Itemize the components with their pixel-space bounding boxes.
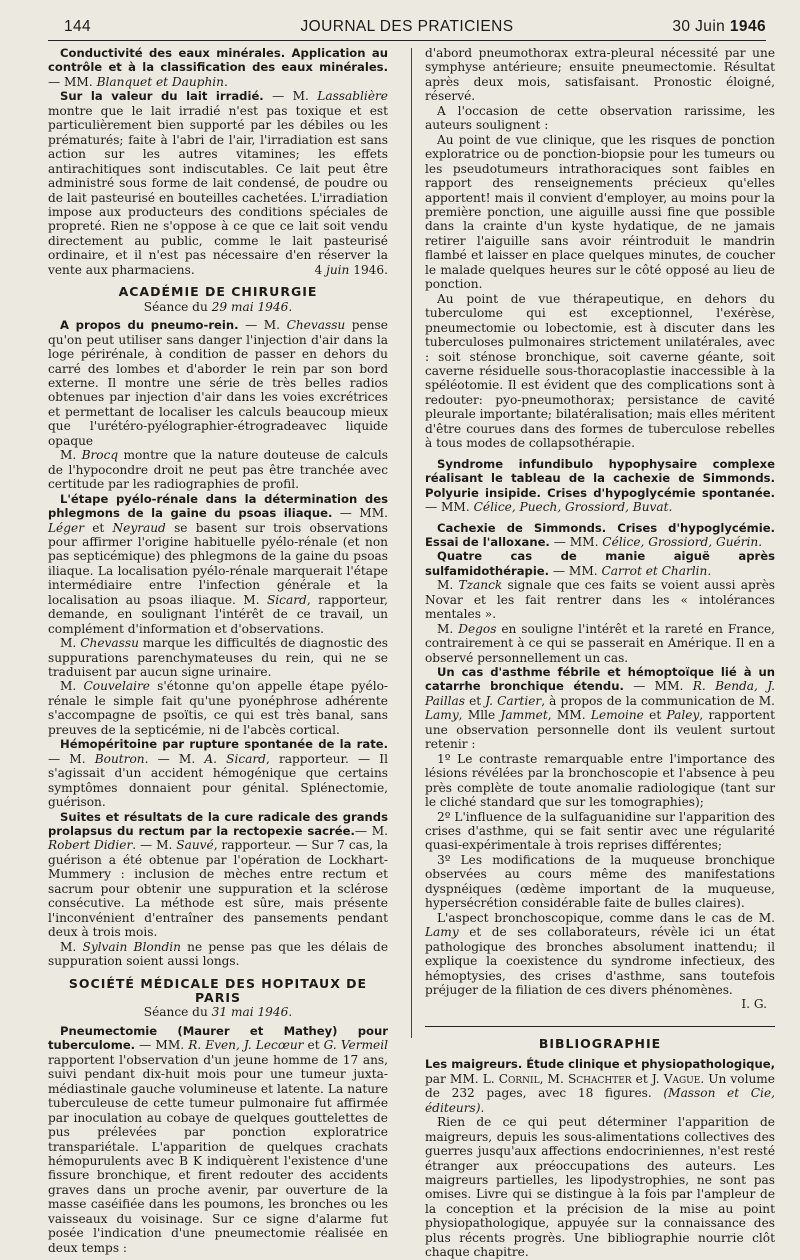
article-pneumo-rein: A propos du pneumo-rein. — M. Chevassu pense qu'on peut utiliser sans danger l'injection d'air dans la loge périrénale, à condition de passer en dehors du carré des lombes et d'aborder le rein par son bord externe. Il montre une série de très belles radios obtenues par injection d'air dans les voies excrétrices et permettant de localiser les calculs beaucoup mieux que l'urétéro-pyélographier-étrogradeavec liquide opaque — [48, 318, 388, 448]
issue-date: 30 Juin 1946 — [672, 18, 766, 35]
paragraph: M. Brocq montre que la nature douteuse de calculs de l'hypocondre droit ne peut pas être tranchée avec certitude par les radiographies de profil. — [48, 448, 388, 492]
journal-title: JOURNAL DES PRATICIENS — [300, 18, 514, 35]
paragraph: Au point de vue clinique, que les risques de ponction exploratrice ou de ponction-biopsie pour les tumeurs ou les pseudotumeurs intrathoraciques sont faibles en rapport des renseignements précieux qu'elles apportent! mais il convient d'employer, au moins pour la première ponction, une aiguille aussi fine que possible dans la crainte d'un kyste hydatique, de ne jamais retirer l'aiguille sans avoir réintroduit le mandrin flambé et laisser en place quelques minutes, de coucher le malade quelques heures sur le côté opposé au lieu de ponction. — [425, 132, 775, 292]
page-header — [48, 14, 766, 42]
article-hemoperitoine: Hémopéritoine par rupture spontanée de la rate. — M. Boutron. — M. A. Sicard, rapporteur. — Il s'agissait d'un accident hémogénique que certains symptômes donnaient pour génital. Splénectomie, guérison. — [48, 737, 388, 810]
article-simmonds-syndrome: Syndrome infundibulo hypophysaire complexe réalisant le tableau de la cachexie de Simmonds. Polyurie insipide. Crises d'hypoglycémie spontanée. — MM. Célice, Puech, Grossiord, Buvat. — [425, 456, 775, 515]
paragraph: Au point de vue thérapeutique, en dehors du tuberculome qui est exceptionnel, l'exérèse, pneumectomie ou lobectomie, est à discuter dans les tuberculoses pulmonaires strictement unilatérales, avec : soit sténose bronchique, soit caverne géante, soit caverne résiduelle sous-thoracoplastie inaccessible à la spéléotomie. Il est évident que des complications sont à redouter: pyo-pneumothorax; persistance de cavité pleurale importante; bilatéralisation; mais elles méritent d'être courues dans des formes de tuberculose rebelles à tous modes de collapsothérapie. — [425, 291, 775, 451]
section-title-academie: ACADÉMIE DE CHIRURGIE — [118, 284, 318, 300]
signature: I. G. — [741, 997, 767, 1012]
article-asthme-febrile: Un cas d'asthme fébrile et hémoptoïque lié à un catarrhe bronchique étendu. — MM. R. Benda, J. Paillas et J. Cartier, à propos de la communication de M. Lamy, Mlle Jammet, MM. Lemoine et Paley, rapportent une observation personnelle dont ils veulent surtout retenir : — [425, 665, 775, 752]
book-reference: Les maigreurs. Étude clinique et physiopathologique, par MM. L. Cornil, M. Schachter et J. Vague. Un volume de 232 pages, avec 18 figures. (Masson et Cie, éditeurs). — [425, 1057, 775, 1115]
session-date: Séance du 31 mai 1946. — [143, 1005, 293, 1020]
article-etape-pyelo-renale: L'étape pyélo-rénale dans la détermination des phlegmons de la gaine du psoas iliaque. — MM. Léger et Neyraud se basent sur trois observations pour affirmer l'origine habituelle pyélo-rénale (et non pas septicémique) des phlegmons de la gaine du psoas iliaque. La localisation pyélo-rénale marquerait l'étape intermédiaire entre l'infection générale et la localisation au psoas iliaque. M. Sicard, rapporteur, demande, en soulignant l'intérêt de ce travail, un complément d'information et d'observations. — [48, 491, 388, 636]
article-simmonds-alloxane: Cachexie de Simmonds. Crises d'hypoglycémie. Essai de l'alloxane. — MM. Célice, Grossiord, Guérin. — [425, 520, 775, 549]
book-review: Rien de ce qui peut déterminer l'apparition de maigreurs, depuis les sous-alimentations collectives des guerres jusqu'aux affections endocriniennes, n'est resté étranger aux préoccupations des auteurs. Les maigreurs partielles, les lipodystrophies, ne sont pas omises. Livre qui se distingue à la fois par l'ampleur de la conception et la précision de la mise au point physiopathologique, appuyée sur la connaissance des plus récents progrès. Une bibliographie nourrie clôt chaque chapitre. — [425, 1115, 775, 1260]
section-title-bibliographie: BIBLIOGRAPHIE — [538, 1035, 662, 1051]
article-manie-aigue: Quatre cas de manie aiguë après sulfamidothérapie. — MM. Carrot et Charlin. — [425, 549, 775, 578]
session-date: Séance du 29 mai 1946. — [143, 299, 293, 314]
section-title-societe-medicale: SOCIÉTÉ MÉDICALE DES HOPITAUX DE PARIS — [68, 975, 368, 1005]
list-item: 1º Le contraste remarquable entre l'importance des lésions révélées par la bronchoscopie et l'absence à peu près complète de toute anomalie radiologique (tant sur le cliché standard que sur les tomographies); — [425, 751, 775, 810]
right-column — [425, 46, 775, 1260]
article-prolapsus-rectum: Suites et résultats de la cure radicale des grands prolapsus du rectum par la rectopexie sacrée.— M. Robert Didier. — M. Sauvé, rapporteur. — Sur 7 cas, la guérison a été obtenue par l'opération de Lockhart-Mummery : inclusion de mèches entre rectum et sacrum pour obtenir une suppuration et la sclérose consécutive. La méthode est sûre, mais présente l'inconvénient d'entraîner des pansements pendant deux à trois mois. — [48, 809, 388, 940]
list-item: 3º Les modifications de la muqueuse bronchique observées au cours même des manifestations dyspnéiques (œdème important de la muqueuse, hypersécrétion considérable faite de bulles claires). — [425, 852, 775, 911]
left-column — [48, 46, 388, 1255]
bibliography-rule — [425, 1026, 775, 1027]
header-rule — [48, 40, 766, 41]
page-number: 144 — [64, 18, 92, 35]
article-lait-irradie: Sur la valeur du lait irradié. — M. Lassablière montre que le lait irradié n'est pas toxique et est particulièrement bien supporté par les débiles ou les prématurés; faite à l'abri de l'air, l'irradiation est sans action sur les autres vitamines; les effets antirachitiques sont indiscutables. Ce lait peut être administré sous forme de lait condensé, de poudre ou de lait pasteurisé en bouteilles cachetées. L'irradiation impose aux producteurs des conditions spéciales de propreté. Rien ne s'oppose à ce que ce lait soit vendu directement au public, comme le lait pasteurisé ordinaire, et il n'est pas nécessaire d'en réserver la vente aux pharmaciens. 4 juin 1946. — [48, 89, 388, 277]
paragraph: M. Degos en souligne l'intérêt et la rareté en France, contrairement à ce qui se passerait en Amérique. Il en a observé personnellement un cas. — [425, 621, 775, 665]
paragraph: A l'occasion de cette observation rarissime, les auteurs soulignent : — [425, 103, 775, 133]
paragraph: M. Chevassu marque les difficultés de diagnostic des suppurations parenchymateuses du rein, qui ne se traduisent par aucun signe urinaire. — [48, 636, 388, 680]
paragraph: M. Tzanck signale que ces faits se voient aussi après Novar et les fait rentrer dans les « intolérances mentales ». — [425, 578, 775, 622]
list-item: 2º L'influence de la sulfaguanidine sur l'apparition des crises d'asthme, qui se fait sentir avec une régularité quasi-expérimentale à trois reprises différentes; — [425, 809, 775, 853]
paragraph: d'abord pneumothorax extra-pleural nécessité par une symphyse antérieure; ensuite pneumectomie. Résultat après deux mois, satisfaisant. Pronostic éloigné, réservé. — [425, 46, 775, 104]
paragraph: M. Couvelaire s'étonne qu'on appelle étape pyélo-rénale le simple fait qu'une pyonéphrose adhérente s'accompagne de psoïtis, ce qui est très banal, sans preuves de la septicémie, ni de l'abcès cortical. — [48, 679, 388, 737]
paragraph: L'aspect bronchoscopique, comme dans le cas de M. Lamy et de ses collaborateurs, révèle ici un état pathologique des bronches absolument inattendu; il explique la coexistence du syndrome infectieux, des hémoptysies, des crises d'asthme, sans toutefois préjuger de la filiation de ces divers phénomènes. — [425, 910, 775, 997]
article-pneumectomie: Pneumectomie (Maurer et Mathey) pour tuberculome. — MM. R. Even, J. Lecœur et G. Vermeil rapportent l'observation d'un jeune homme de 17 ans, suivi pendant dix-huit mois pour une tumeur juxta-médiastinale gauche volumineuse et latente. La nature tuberculeuse de cette tumeur pulmonaire fut affirmée par inoculation au cobaye de quelques gouttelettes de pus prélevées par ponction exploratrice transpariétale. L'apparition de quelques crachats hémopurulents avec B K indiquèrent l'existence d'une fissure bronchique, et firent redouter des accidents graves dans un proche avenir, par ouverture de la masse caséifiée dans les poumons, les bronches ou les vaisseaux du voisinage. Sur ce signe d'alarme fut posée l'indication d'une pneumectomie réalisée en deux temps : — [48, 1023, 388, 1255]
paragraph: M. Sylvain Blondin ne pense pas que les délais de suppuration soient aussi longs. — [48, 939, 389, 969]
column-divider — [411, 48, 412, 1038]
article-conductivite: Conductivité des eaux minérales. Application au contrôle et à la classification des eaux minérales. — MM. Blanquet et Dauphin. — [48, 46, 388, 89]
article-date: 4 juin 1946. — [314, 262, 388, 277]
